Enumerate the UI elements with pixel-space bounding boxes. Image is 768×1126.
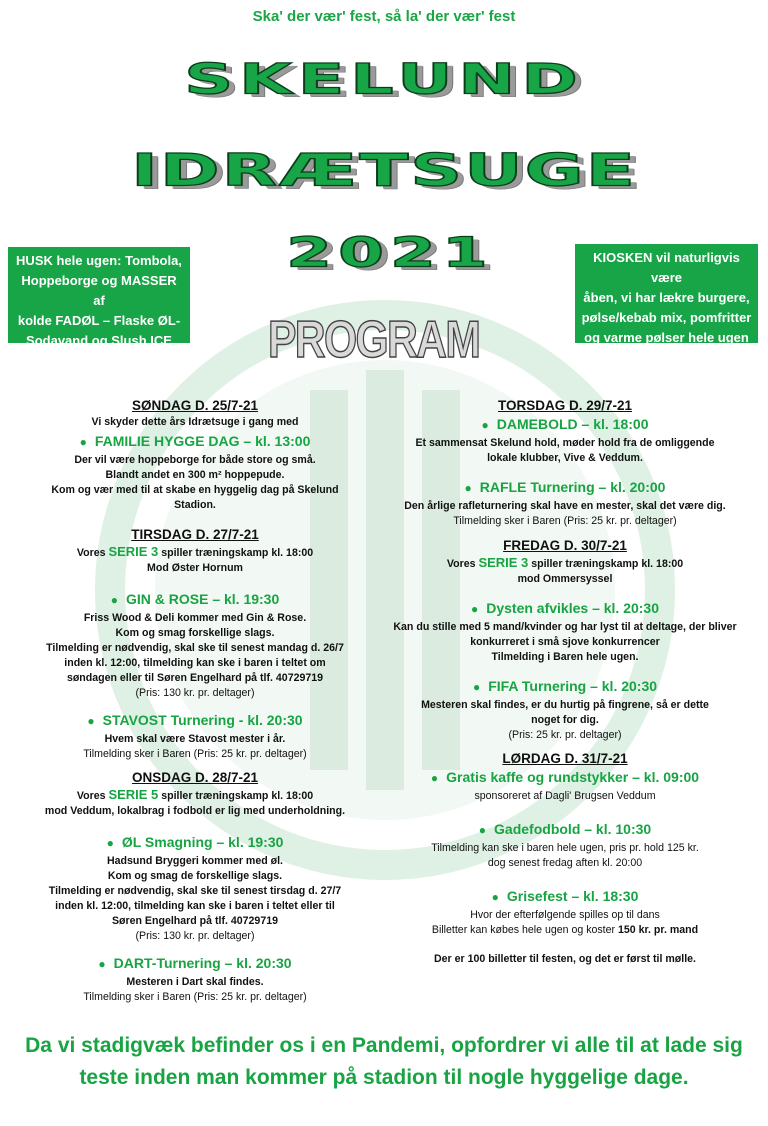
event-detail: Kom og vær med til at skabe en hyggelig dag på Skelund Stadion.: [51, 484, 339, 511]
info-box-kiosk: [575, 244, 758, 365]
match-opponent: mod Ommersyssel: [517, 573, 613, 585]
event-detail: Tilmelding i Baren hele ugen.: [491, 651, 639, 663]
event-detail: Hvor der efterfølgende spilles op til dans: [470, 909, 660, 921]
event-title: ● GIN & ROSE – kl. 19:30: [110, 591, 280, 607]
match-line: Vores SERIE 3 spiller træningskamp kl. 18:00: [76, 544, 314, 559]
bullet-icon: ●: [430, 771, 439, 785]
event-detail: Mesteren skal findes, er du hurtig på fingrene, så er dette: [421, 699, 709, 711]
info-line: og varme pølser hele ugen: [584, 330, 749, 345]
event-detail: noget for dig.: [531, 714, 599, 726]
match-line: Vores SERIE 5 spiller træningskamp kl. 18:00: [76, 787, 314, 802]
bullet-icon: ●: [464, 481, 472, 495]
bullet-icon: ●: [87, 714, 95, 728]
info-line: åben, vi har lækre burgere,: [583, 290, 750, 305]
event-detail: Kom og smag forskellige slags.: [115, 627, 275, 639]
event-title: ● Gratis kaffe og rundstykker – kl. 09:00: [430, 769, 700, 785]
event-detail: Et sammensat Skelund hold, møder hold fra de omliggende: [415, 437, 715, 449]
event-detail: Hadsund Bryggeri kommer med øl.: [106, 855, 283, 867]
tagline: Ska' der vær' fest, så la' der vær' fest: [252, 8, 516, 25]
bullet-icon: ●: [98, 957, 106, 971]
event-title: ● STAVOST Turnering - kl. 20:30: [87, 712, 303, 728]
notice-line: teste inden man kommer på stadion til nogle hyggelige dage.: [79, 1066, 689, 1089]
match-opponent: mod Veddum, lokalbrag i fodbold er lig med underholdning.: [44, 805, 346, 817]
event-detail: Tilmelding kan ske i baren hele ugen, pris pr. hold 125 kr.: [431, 842, 699, 854]
day-heading-tuesday: TIRSDAG D. 27/7-21: [131, 527, 259, 542]
info-line: HUSK hele ugen: Tombola,: [16, 253, 182, 268]
event-detail: Hvem skal være Stavost mester i år.: [104, 733, 286, 745]
event-detail: Kan du stille med 5 mand/kvinder og har lyst til at deltage, der bliver: [393, 621, 737, 633]
event-price: (Pris: 130 kr. pr. deltager): [135, 930, 255, 942]
bullet-icon: ●: [106, 836, 114, 850]
title-idraetsuge: IDRÆTSUGE: [131, 143, 637, 197]
bullet-icon: ●: [472, 680, 481, 694]
day-heading-sunday: SØNDAG D. 25/7-21: [131, 398, 259, 413]
program-left-column: [30, 398, 360, 1005]
match-line: Vores SERIE 3 spiller træningskamp kl. 18:00: [446, 555, 684, 570]
program-right-column: [393, 398, 737, 967]
event-title: ● FIFA Turnering – kl. 20:30: [472, 678, 658, 694]
event-detail: Mesteren i Dart skal findes.: [126, 976, 264, 988]
event-detail: Der er 100 billetter til festen, og det er først til mølle.: [434, 953, 696, 965]
event-price: Tilmelding sker i Baren (Pris: 25 kr. pr. deltager): [83, 991, 307, 1003]
event-detail: Friss Wood & Deli kommer med Gin & Rose.: [83, 612, 307, 624]
day-heading-saturday: LØRDAG D. 31/7-21: [502, 751, 628, 766]
notice-line: Da vi stadigvæk befinder os i en Pandemi, opfordrer vi alle til at lade sig: [25, 1034, 743, 1057]
event-detail: Billetter kan købes hele ugen og koster 150 kr. pr. mand: [431, 924, 699, 936]
event-detail: Kom og smag de forskellige slags.: [107, 870, 283, 882]
event-title: ● DAMEBOLD – kl. 18:00: [481, 416, 649, 432]
event-detail: Søren Engelhard på tlf. 40729719: [111, 915, 279, 927]
pandemic-notice: [0, 1030, 768, 1094]
bullet-icon: ●: [478, 823, 487, 837]
info-line: Hoppeborge og MASSER af: [21, 273, 177, 308]
event-detail: Tilmelding er nødvendig, skal ske til senest mandag d. 26/7: [46, 642, 344, 654]
event-detail: dog senest fredag aften kl. 20:00: [487, 857, 643, 869]
event-price: Tilmelding sker i Baren (Pris: 25 kr. pr. deltager): [83, 748, 307, 760]
bullet-icon: ●: [491, 890, 499, 904]
event-title: ● Grisefest – kl. 18:30: [491, 888, 639, 904]
day-heading-wednesday: ONSDAG D. 28/7-21: [131, 770, 259, 785]
title-year: 2021: [286, 228, 494, 277]
bullet-icon: ●: [481, 418, 489, 432]
bullet-icon: ●: [110, 593, 118, 607]
event-intro: Vi skyder dette års Idrætsuge i gang med: [91, 416, 299, 428]
event-detail: konkurreret i små sjove konkurrencer: [470, 636, 660, 648]
event-detail: søndagen eller til Søren Engelhard på tlf. 40729719: [66, 672, 324, 684]
title-skelund: SKELUND: [184, 55, 584, 104]
event-title: ● RAFLE Turnering – kl. 20:00: [464, 479, 666, 495]
event-price: (Pris: 25 kr. pr. deltager): [508, 729, 622, 741]
day-heading-friday: FREDAG D. 30/7-21: [503, 538, 627, 553]
day-heading-thursday: TORSDAG D. 29/7-21: [497, 398, 633, 413]
event-price: Tilmelding sker i Baren (Pris: 25 kr. pr. deltager): [453, 515, 677, 527]
title-program: PROGRAM: [268, 311, 480, 369]
bullet-icon: ●: [79, 435, 87, 449]
event-detail: Den årlige rafleturnering skal have en mester, skal det være dig.: [404, 500, 726, 512]
info-box-husk: [8, 247, 190, 368]
event-title: ● DART-Turnering – kl. 20:30: [98, 955, 292, 971]
event-title: ● Dysten afvikles – kl. 20:30: [470, 600, 660, 616]
info-line: KIOSKEN vil naturligvis være: [593, 250, 740, 285]
bullet-icon: ●: [470, 602, 479, 616]
info-line: pølse/kebab mix, pomfritter: [581, 310, 752, 325]
match-opponent: Mod Øster Hornum: [147, 562, 243, 574]
event-detail: lokale klubber, Vive & Veddum.: [487, 452, 643, 464]
info-line: på Sorgenfri ☺: [619, 350, 714, 365]
event-detail: Tilmelding er nødvendig, skal ske til senest tirsdag d. 27/7: [48, 885, 342, 897]
info-line: Sodavand og Slush ICE: [26, 333, 172, 348]
event-detail: Blandt andet en 300 m² hoppepude.: [105, 469, 285, 481]
event-detail: Der vil være hoppeborge for både store og små.: [74, 454, 316, 466]
event-title: ● Gadefodbold – kl. 10:30: [478, 821, 652, 837]
event-detail: sponsoreret af Dagli' Brugsen Veddum: [474, 790, 656, 802]
event-detail: inden kl. 12:00, tilmelding kan ske i baren i teltet eller til: [55, 900, 335, 912]
event-price: (Pris: 130 kr. pr. deltager): [135, 687, 255, 699]
info-line: på Sorgenfri ☺: [52, 353, 146, 368]
info-line: kolde FADØL – Flaske ØL-: [17, 313, 181, 328]
event-title: ● ØL Smagning – kl. 19:30: [106, 834, 284, 850]
event-detail: inden kl. 12:00, tilmelding kan ske i baren i teltet om: [64, 657, 326, 669]
event-title: ● FAMILIE HYGGE DAG – kl. 13:00: [79, 433, 311, 449]
